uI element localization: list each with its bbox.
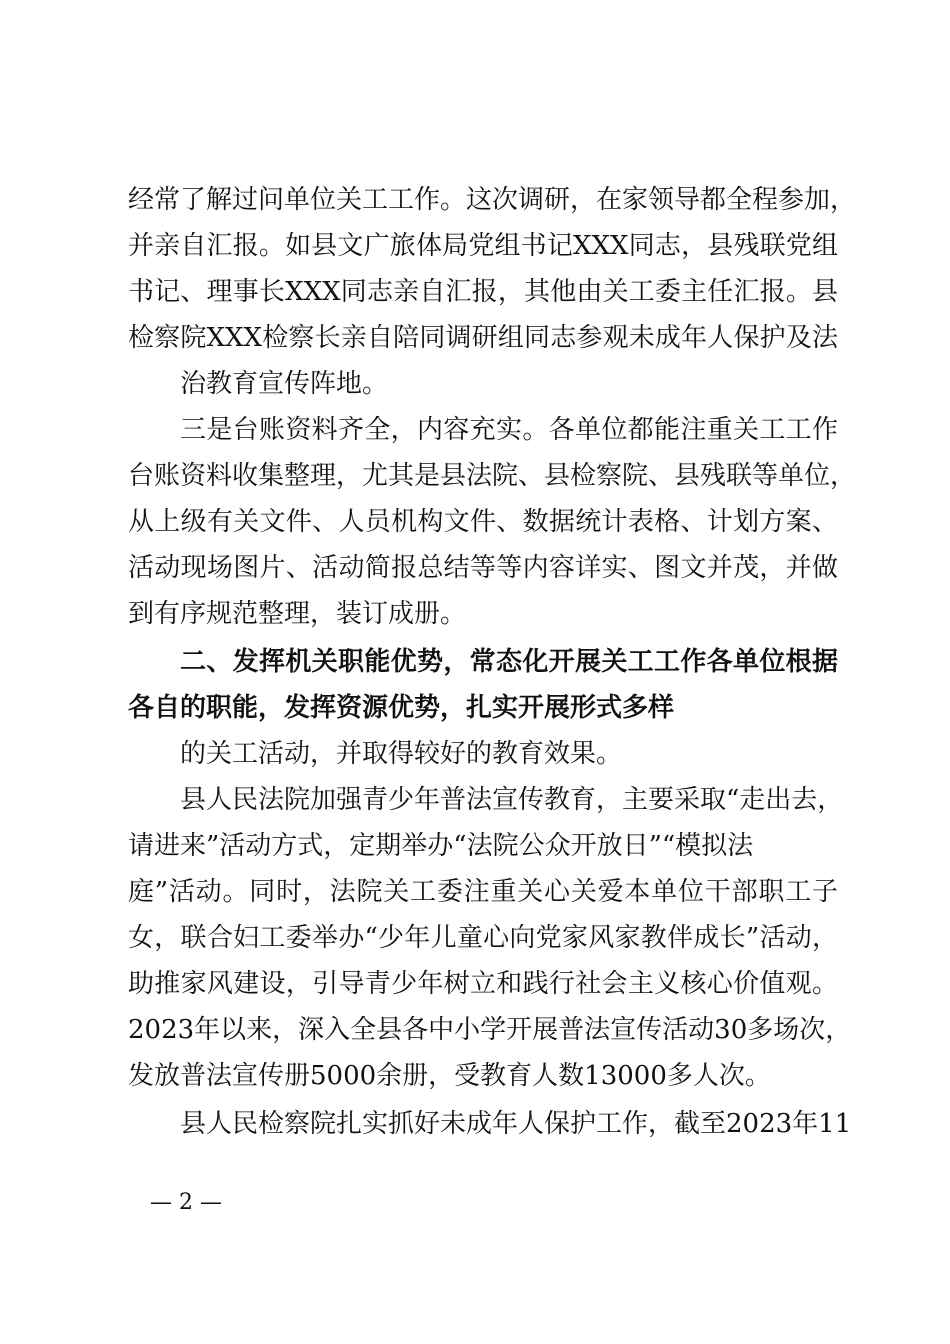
body-text-line: 检察院XXX检察长亲自陪同调研组同志参观未成年人保护及法 xyxy=(128,323,838,353)
body-text-line: 发放普法宣传册5000余册，受教育人数13000多人次。 xyxy=(128,1061,771,1091)
section-heading-line: 各自的职能，发挥资源优势，扎实开展形式多样 xyxy=(128,693,675,723)
section-heading-line: 二、发挥机关职能优势，常态化开展关工工作各单位根据 xyxy=(180,647,838,677)
body-text-line: 从上级有关文件、人员机构文件、数据统计表格、计划方案、 xyxy=(128,507,838,537)
body-text-line: 治教育宣传阵地。 xyxy=(180,369,389,399)
body-text-line: 的关工活动，并取得较好的教育效果。 xyxy=(180,739,623,769)
body-text-line: 经常了解过问单位关工工作。这次调研，在家领导都全程参加， xyxy=(128,185,857,215)
paragraph-first-line: 三是台账资料齐全，内容充实。各单位都能注重关工工作 xyxy=(180,415,838,445)
paragraph-first-line: 县人民法院加强青少年普法宣传教育，主要采取“走出去， xyxy=(180,785,844,815)
body-text-line: 2023年以来，深入全县各中小学开展普法宣传活动30多场次， xyxy=(128,1015,852,1045)
body-text-line: 助推家风建设，引导青少年树立和践行社会主义核心价值观。 xyxy=(128,969,838,999)
body-text-line: 到有序规范整理，装订成册。 xyxy=(128,599,467,629)
body-text-line: 活动现场图片、活动简报总结等等内容详实、图文并茂，并做 xyxy=(128,553,838,583)
body-text-line: 庭”活动。同时，法院关工委注重关心关爱本单位干部职工子 xyxy=(128,877,838,907)
page-number: — 2 — xyxy=(150,1190,222,1215)
body-text-line: 女，联合妇工委举办“少年儿童心向党家风家教伴成长”活动， xyxy=(128,923,838,953)
body-text-line: 书记、理事长XXX同志亲自汇报，其他由关工委主任汇报。县 xyxy=(128,277,838,307)
paragraph-first-line: 县人民检察院扎实抓好未成年人保护工作，截至2023年11 xyxy=(180,1109,852,1139)
body-text-line: 请进来”活动方式，定期举办“法院公众开放日”“模拟法 xyxy=(128,831,754,861)
body-text-line: 并亲自汇报。如县文广旅体局党组书记XXX同志，县残联党组 xyxy=(128,231,838,261)
body-text-line: 台账资料收集整理，尤其是县法院、县检察院、县残联等单位， xyxy=(128,461,857,491)
